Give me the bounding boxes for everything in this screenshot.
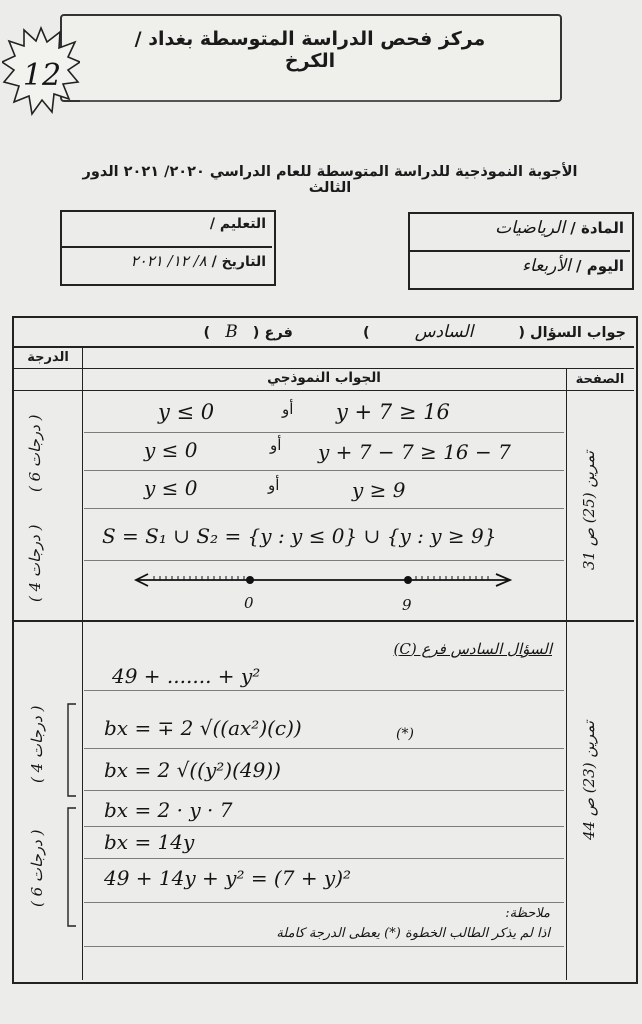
grade-brackets (62, 700, 80, 930)
day-label: اليوم / (576, 257, 624, 275)
s2-step-marker: (*) (396, 726, 414, 742)
s2-note-text: اذا لم يذكر الطالب الخطوة (*) يعطى الدرجة كاملة (276, 926, 550, 941)
s2-grade-top: ( 4 درجات ) (28, 705, 46, 783)
s1-line-3-or: أو (268, 476, 280, 494)
col-page-header: الصفحة (575, 372, 625, 387)
ruled-line (84, 790, 564, 791)
number-line-label-9: 9 (402, 596, 412, 614)
s1-line-2-left: y ≤ 0 (144, 438, 198, 462)
header-underline (80, 100, 550, 102)
question-header (40, 322, 626, 342)
col-answer-header: الجواب النموذجي (267, 370, 381, 386)
date-row (70, 252, 266, 270)
education-label: التعليم / (209, 216, 266, 232)
s2-grade-bottom: ( 6 درجات ) (28, 829, 46, 907)
table-row-divider (14, 346, 634, 348)
s1-line-3-right: y ≥ 9 (352, 478, 406, 502)
s2-line-2: bx = ∓ 2 √((ax²)(c)) (104, 716, 302, 740)
ruled-line (84, 946, 564, 947)
s2-page-ref: تمرين (23) ص 44 (580, 720, 598, 840)
day-value: الأربعاء (522, 256, 571, 276)
ruled-line (84, 826, 564, 827)
page-col-divider (566, 368, 567, 980)
s1-line-1-left: y ≤ 0 (158, 400, 215, 424)
s2-heading: السؤال السادس فرع (C) (393, 640, 552, 658)
day-row (418, 256, 624, 276)
s2-line-5: bx = 14y (104, 830, 195, 854)
section-divider (14, 620, 634, 622)
s1-line-1-or: أو (282, 400, 294, 418)
s1-page-ref: تمرين (25) ص 31 (580, 450, 598, 570)
question-value: السادس (414, 322, 474, 342)
ruled-line (84, 432, 564, 433)
ruled-line (84, 470, 564, 471)
s2-note-title: ملاحظة: (505, 906, 550, 921)
date-value: ٨/ ١٢/ ٢٠٢١ (130, 252, 207, 270)
s1-line-2-or: أو (270, 436, 282, 454)
s1-line-1-right: y + 7 ≥ 16 (336, 400, 450, 424)
date-divider (62, 246, 272, 248)
s2-line-6: 49 + 14y + y² = (7 + y)² (104, 866, 352, 890)
date-label: التاريخ / (211, 254, 266, 270)
s1-set-line: S = S₁ ∪ S₂ = {y : y ≤ 0} ∪ {y : y ≥ 9} (102, 524, 497, 548)
subtitle: الأجوبة النموذجية للدراسة المتوسطة للعام الدراسي ٢٠٢٠/ ٢٠٢١ الدور الثالث (82, 164, 578, 196)
s1-line-3-left: y ≤ 0 (144, 476, 198, 500)
info-divider (410, 250, 630, 252)
number-line-label-0: 0 (244, 594, 254, 612)
s2-line-1: 49 + ....... + y² (112, 664, 261, 688)
table-header-bottom (14, 390, 634, 391)
center-title: مركز فحص الدراسة المتوسطة بغداد / الكرخ (134, 28, 486, 72)
number-line (130, 566, 520, 616)
s1-grade-bottom: ( 4 درجات ) (26, 524, 44, 602)
s2-line-4: bx = 2 · y · 7 (104, 798, 233, 822)
question-label: جواب السؤال ( (518, 325, 626, 341)
s1-grade-top: ( 6 درجات ) (26, 414, 44, 492)
grade-col-divider (82, 346, 83, 980)
ruled-line (84, 902, 564, 903)
badge-number: 12 (22, 58, 62, 93)
col-grade-header: الدرجة (27, 350, 69, 365)
subject-row (418, 218, 624, 238)
s1-line-2-right: y + 7 − 7 ≥ 16 − 7 (318, 440, 511, 464)
ruled-line (84, 690, 564, 691)
ruled-line (84, 858, 564, 859)
branch-label: فرع ( (252, 325, 293, 341)
subject-label: المادة / (570, 219, 624, 237)
ruled-line (84, 748, 564, 749)
table-header-divider (14, 368, 634, 369)
ruled-line (84, 560, 564, 561)
ruled-line (84, 508, 564, 509)
subject-value: الرياضيات (495, 218, 566, 238)
branch-close: ) (203, 325, 211, 341)
education-row (70, 216, 266, 232)
question-close: ) (363, 325, 370, 341)
s2-line-3: bx = 2 √((y²)(49)) (104, 758, 281, 782)
branch-value: B (225, 322, 238, 342)
